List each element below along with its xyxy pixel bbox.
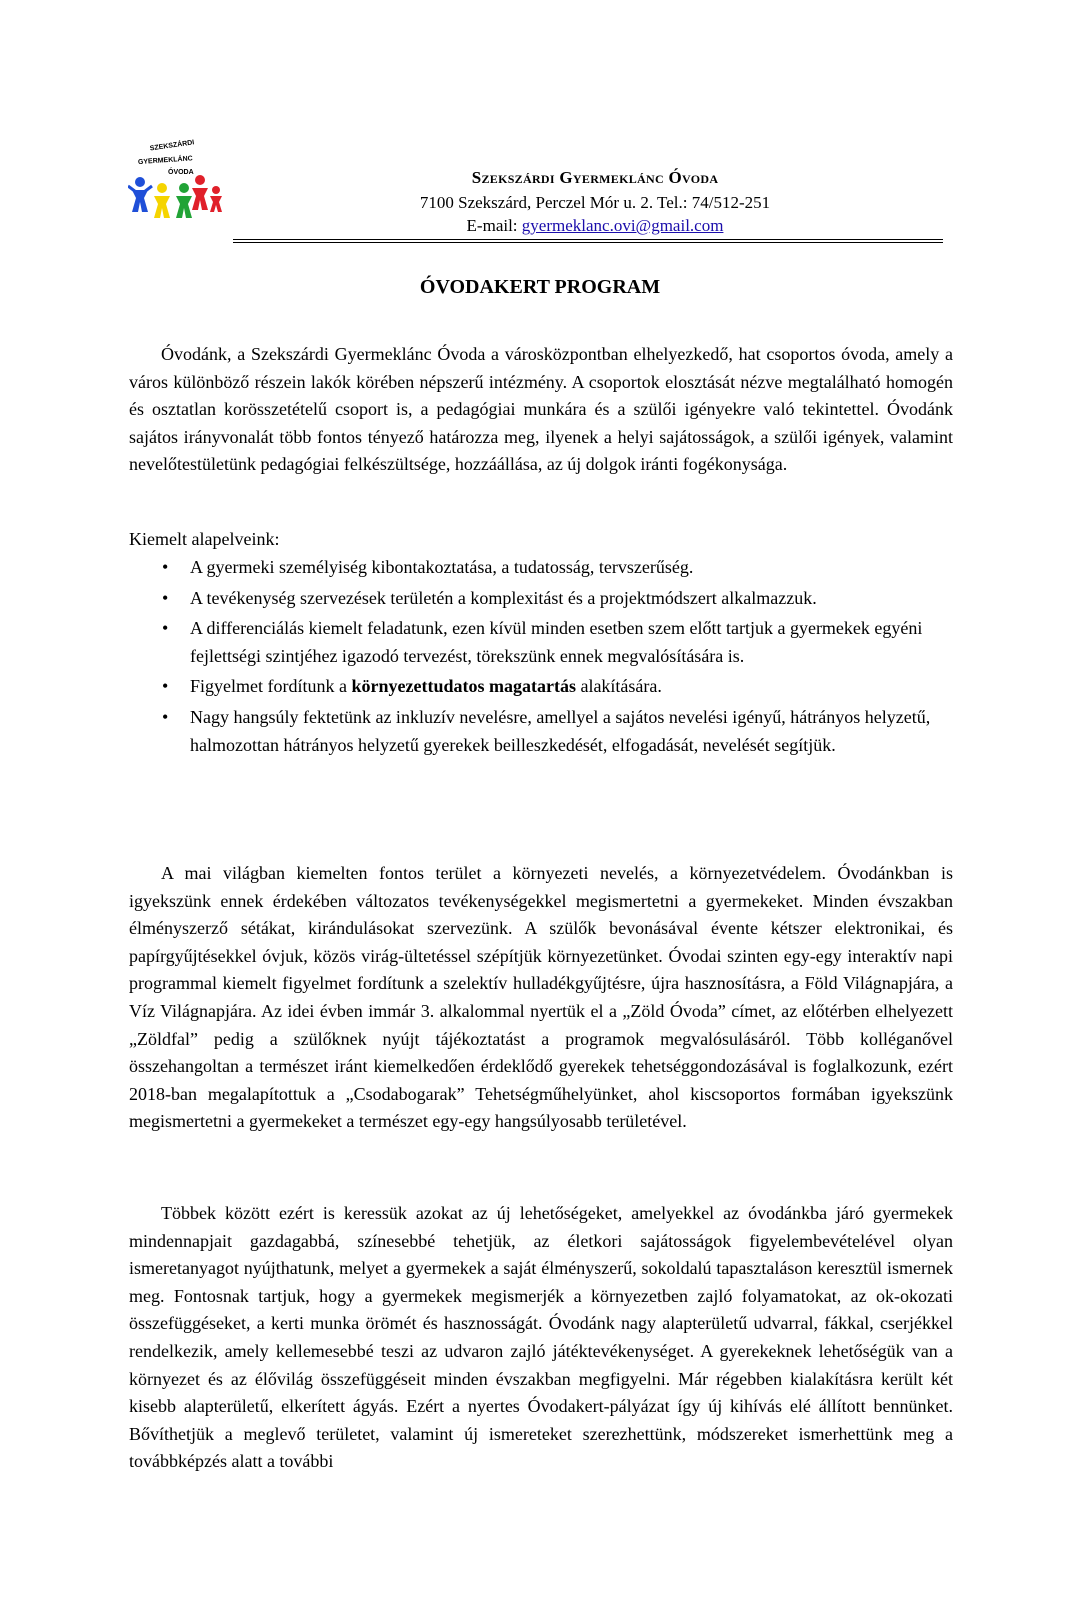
logo-text-bottom: ÓVODA	[168, 169, 194, 176]
principles-label: Kiemelt alapelveink:	[129, 529, 280, 549]
school-address: 7100 Szekszárd, Perczel Mór u. 2. Tel.: 74/512-251	[419, 193, 771, 212]
principle-text: A gyermeki személyiség kibontakoztatása, a tudatosság, tervszerűség.	[190, 557, 694, 577]
header-rule	[233, 239, 943, 240]
logo-text-top: SZEKSZÁRDI	[149, 139, 195, 153]
list-item	[158, 704, 953, 759]
logo-figure-yellow	[154, 183, 170, 218]
paragraph-intro-text: Óvodánk, a Szekszárdi Gyermeklánc Óvoda a városközpontban elhelyezkedő, hat csoportos óvoda, amely a város különböző részein lakók körében népszerű intézmény. A csoportok elosztását nézve megtalálható homogén és osztatlan korösszetételű csoport is, a pedagógiai munkára és a szülői igényekre való tekintettel. Óvodánk sajátos irányvonalát több fontos tényező határozza meg, ilyenek a helyi sajátosságok, a szülői igények, valamint nevelőtestületünk pedagógiai felkészültsége, hozzáállása, az új dolgok iránti fogékonysága.	[129, 344, 953, 475]
principle-text: A tevékenység szervezések területén a komplexitást és a projektmódszert alkalmazzuk.	[190, 587, 817, 608]
school-name: Szekszárdi Gyermeklánc Óvoda	[471, 168, 719, 187]
paragraph-garden-text: Többek között ezért is keressük azokat az új lehetőségeket, amelyekkel az óvodánkba járó gyermekek mindennapjait gazdagabbá, színesebbé tehetjük, az életkori sajátosságok figyelembevételével olyan ismeretanyagot nyújthatunk, melyet a gyermekek a saját élményszerű, sokoldalú tapasztaláson keresztül ismernek meg. Fontosnak tartjuk, hogy a gyermekek megismerjék a környezetben zajló folyamatokat, az ok-okozati összefüggéseket, a kerti munka örömét és hasznosságát. Óvodánk nagy alapterületű udvarral, fákkal, cserjékkel rendelkezik, amely kellemesebbé teszi az udvaron zajló játéktevékenységet. A gyerekeknek lehetőségük van a környezet és az élővilág összefüggéseit minden évszakban megfigyelni. Már régebben kialakításra került két kisebb alapterületű, elkerített ágyás. Ezért a nyertes Óvodakert-pályázat így új kihívás elé állított bennünket. Bővíthetjük a meglevő területet, valamint új ismereteket szerezhettünk, módszereket ismerhettünk meg a továbbképzés alatt a további	[129, 1203, 953, 1472]
logo-text-mid: GYERMEKLÁNC	[137, 155, 193, 167]
principle-text-before: Figyelmet fordítunk a	[190, 676, 352, 697]
paragraph-intro	[129, 341, 953, 479]
header-rule-2	[233, 242, 943, 243]
email-link[interactable]: gyermeklanc.ovi@gmail.com	[521, 216, 724, 235]
list-item	[158, 615, 953, 670]
logo-figure-red-2	[210, 186, 222, 212]
email-label: E-mail:	[466, 216, 522, 235]
principle-text: A differenciálás kiemelt feladatunk, ezen kívül minden esetben szem előtt tartjuk a gyermekek egyéni fejlettségi szintjéhez igazodó tervezést, törekszünk ennek megvalósítására is.	[190, 618, 923, 666]
school-logo	[128, 132, 226, 222]
principle-text-bold: környezettudatos magatartás	[351, 676, 576, 697]
bullet-icon: •	[162, 676, 169, 697]
principles-list	[158, 554, 953, 762]
logo-figure-green	[176, 183, 192, 218]
bullet-icon: •	[162, 587, 169, 608]
principle-text: Nagy hangsúly fektetünk az inkluzív nevelésre, amellyel a sajátos nevelési igényű, hátrányos helyzetű, halmozottan hátrányos helyzetű gyerekek beilleszkedését, elfogadását, nevelését segítjük.	[190, 706, 931, 755]
logo-figure-red	[192, 175, 208, 210]
paragraph-environment-text: A mai világban kiemelten fontos terület a környezeti nevelés, a környezetvédelem. Óvodánkban is igyekszünk ennek érdekében változatos tevékenységekkel megismertetni a gyermekeket. Minden évszakban élményszerző sétákat, kirándulásokat szervezünk. A szülők bevonásával évente kétszer elektronikai, és papírgyűjtésekkel óvjuk, közös virág-ültetéssel szépítjük környezetünket. Óvodai szinten egy-egy interaktív napi programmal kiemelt figyelmet fordítunk a szelektív hulladékgyűjtésre, újra hasznosításra, a Föld Világnapjára, a Víz Világnapjára. Az idei évben immár 3. alkalommal nyertük el a „Zöld Óvoda” címet, az előtérben elhelyezett „Zöldfal” pedig a szülőknek nyújt tájékoztatást a programok megvalósulásáról. Több kolléganővel összehangoltan a természet iránt kiemelkedően érdeklődő gyerekek tehetséggondozásával is foglalkozunk, ezért 2018-ban megalapítottuk a „Csodabogarak” Tehetségműhelyünket, ahol kiscsoportos formában igyekszünk megismertetni a gyermekeket a természet egy-egy hangsúlyosabb területével.	[129, 863, 953, 1132]
list-item	[158, 673, 953, 701]
school-email-line	[345, 216, 845, 236]
bullet-icon: •	[162, 618, 169, 639]
list-item	[158, 585, 953, 613]
document-title: ÓVODAKERT PROGRAM	[419, 276, 661, 298]
bullet-icon: •	[162, 557, 169, 577]
list-item	[158, 554, 953, 582]
logo-figure-blue	[128, 177, 152, 212]
bullet-icon: •	[162, 706, 169, 727]
paragraph-environment	[129, 860, 953, 1136]
principle-text-after: alakítására.	[575, 676, 662, 697]
paragraph-garden	[129, 1200, 953, 1476]
